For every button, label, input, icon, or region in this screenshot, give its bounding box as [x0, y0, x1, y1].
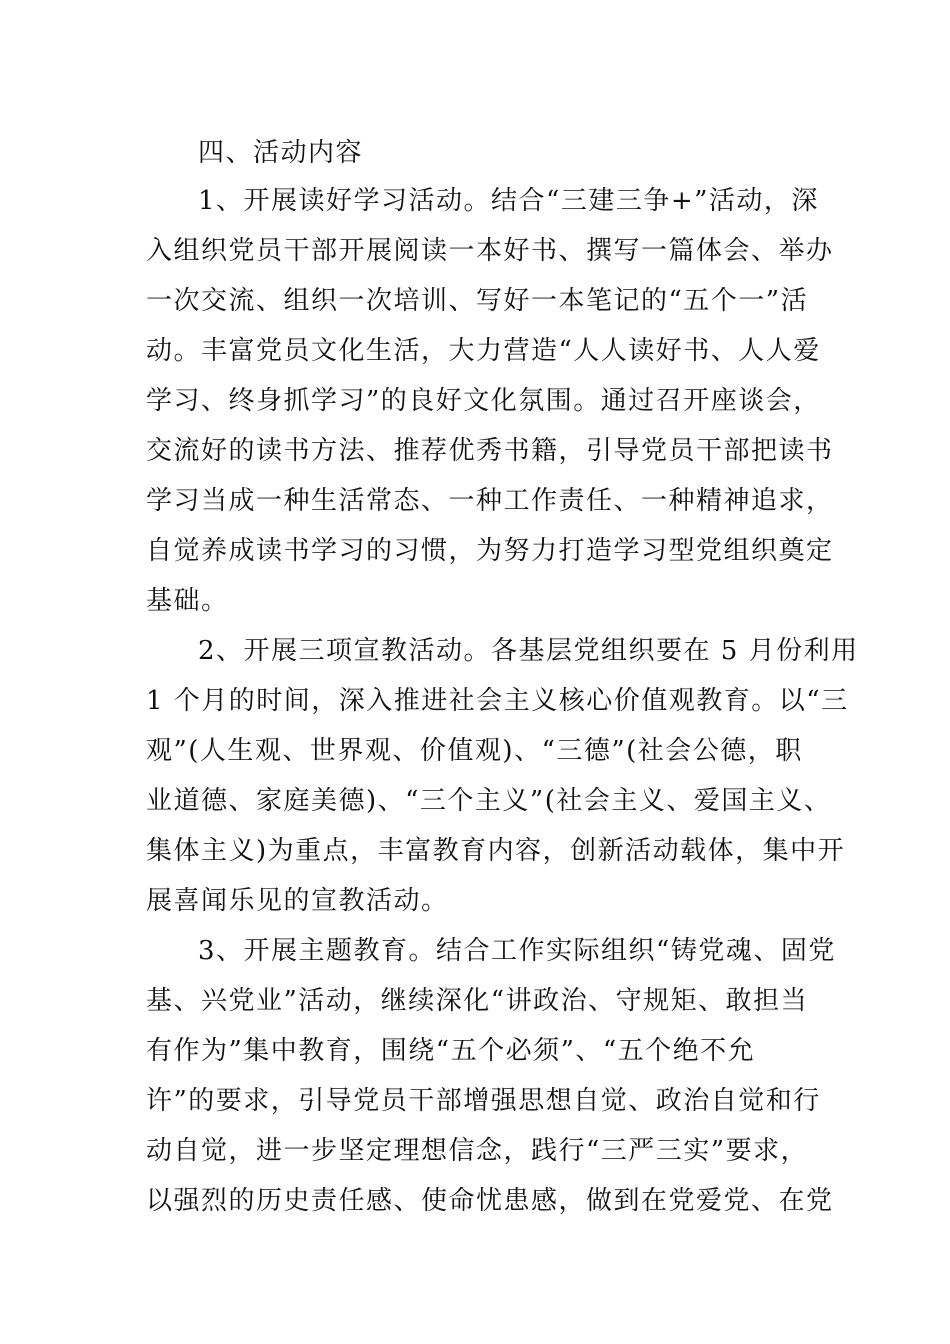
section-heading: 四、活动内容	[198, 138, 364, 168]
paragraph-1-line: 学习当成一种生活常态、一种工作责任、一种精神追求，	[146, 486, 834, 516]
paragraph-2-line: 2、开展三项宣教活动。各基层党组织要在 5 月份利用	[198, 636, 859, 666]
paragraph-3-line: 3、开展主题教育。结合工作实际组织“铸党魂、固党	[198, 936, 836, 966]
paragraph-2-line: 集体主义)为重点，丰富教育内容，创新活动载体，集中开	[146, 836, 846, 866]
paragraph-3-line: 许”的要求，引导党员干部增强思想自觉、政治自觉和行	[146, 1086, 821, 1116]
paragraph-3-line: 以强烈的历史责任感、使命忧患感，做到在党爱党、在党	[146, 1186, 834, 1216]
paragraph-2-line: 1 个月的时间，深入推进社会主义核心价值观教育。以“三	[146, 686, 849, 716]
paragraph-3-line: 基、兴党业”活动，继续深化“讲政治、守规矩、敢担当	[146, 986, 809, 1016]
paragraph-1-line: 入组织党员干部开展阅读一本好书、撰写一篇体会、举办	[146, 236, 834, 266]
paragraph-2-line: 业道德、家庭美德)、“三个主义”(社会主义、爱国主义、	[146, 786, 832, 816]
paragraph-3-line: 有作为”集中教育，围绕“五个必须”、“五个绝不允	[146, 1036, 756, 1066]
paragraph-3-line: 动自觉，进一步坚定理想信念，践行“三严三实”要求，	[146, 1136, 809, 1166]
paragraph-2-line: 观”(人生观、世界观、价值观)、“三德”(社会公德，职	[146, 736, 803, 766]
paragraph-1-line: 基础。	[146, 586, 229, 616]
paragraph-1-line: 自觉养成读书学习的习惯，为努力打造学习型党组织奠定	[146, 536, 834, 566]
paragraph-1-line: 交流好的读书方法、推荐优秀书籍，引导党员干部把读书	[146, 436, 834, 466]
paragraph-1-line: 学习、终身抓学习”的良好文化氛围。通过召开座谈会，	[146, 386, 821, 416]
paragraph-1-line: 1、开展读好学习活动。结合“三建三争+”活动，深	[198, 186, 819, 216]
paragraph-1-line: 动。丰富党员文化生活，大力营造“人人读好书、人人爱	[146, 336, 821, 366]
paragraph-1-line: 一次交流、组织一次培训、写好一本笔记的“五个一”活	[146, 286, 809, 316]
paragraph-2-line: 展喜闻乐见的宣教活动。	[146, 886, 449, 916]
